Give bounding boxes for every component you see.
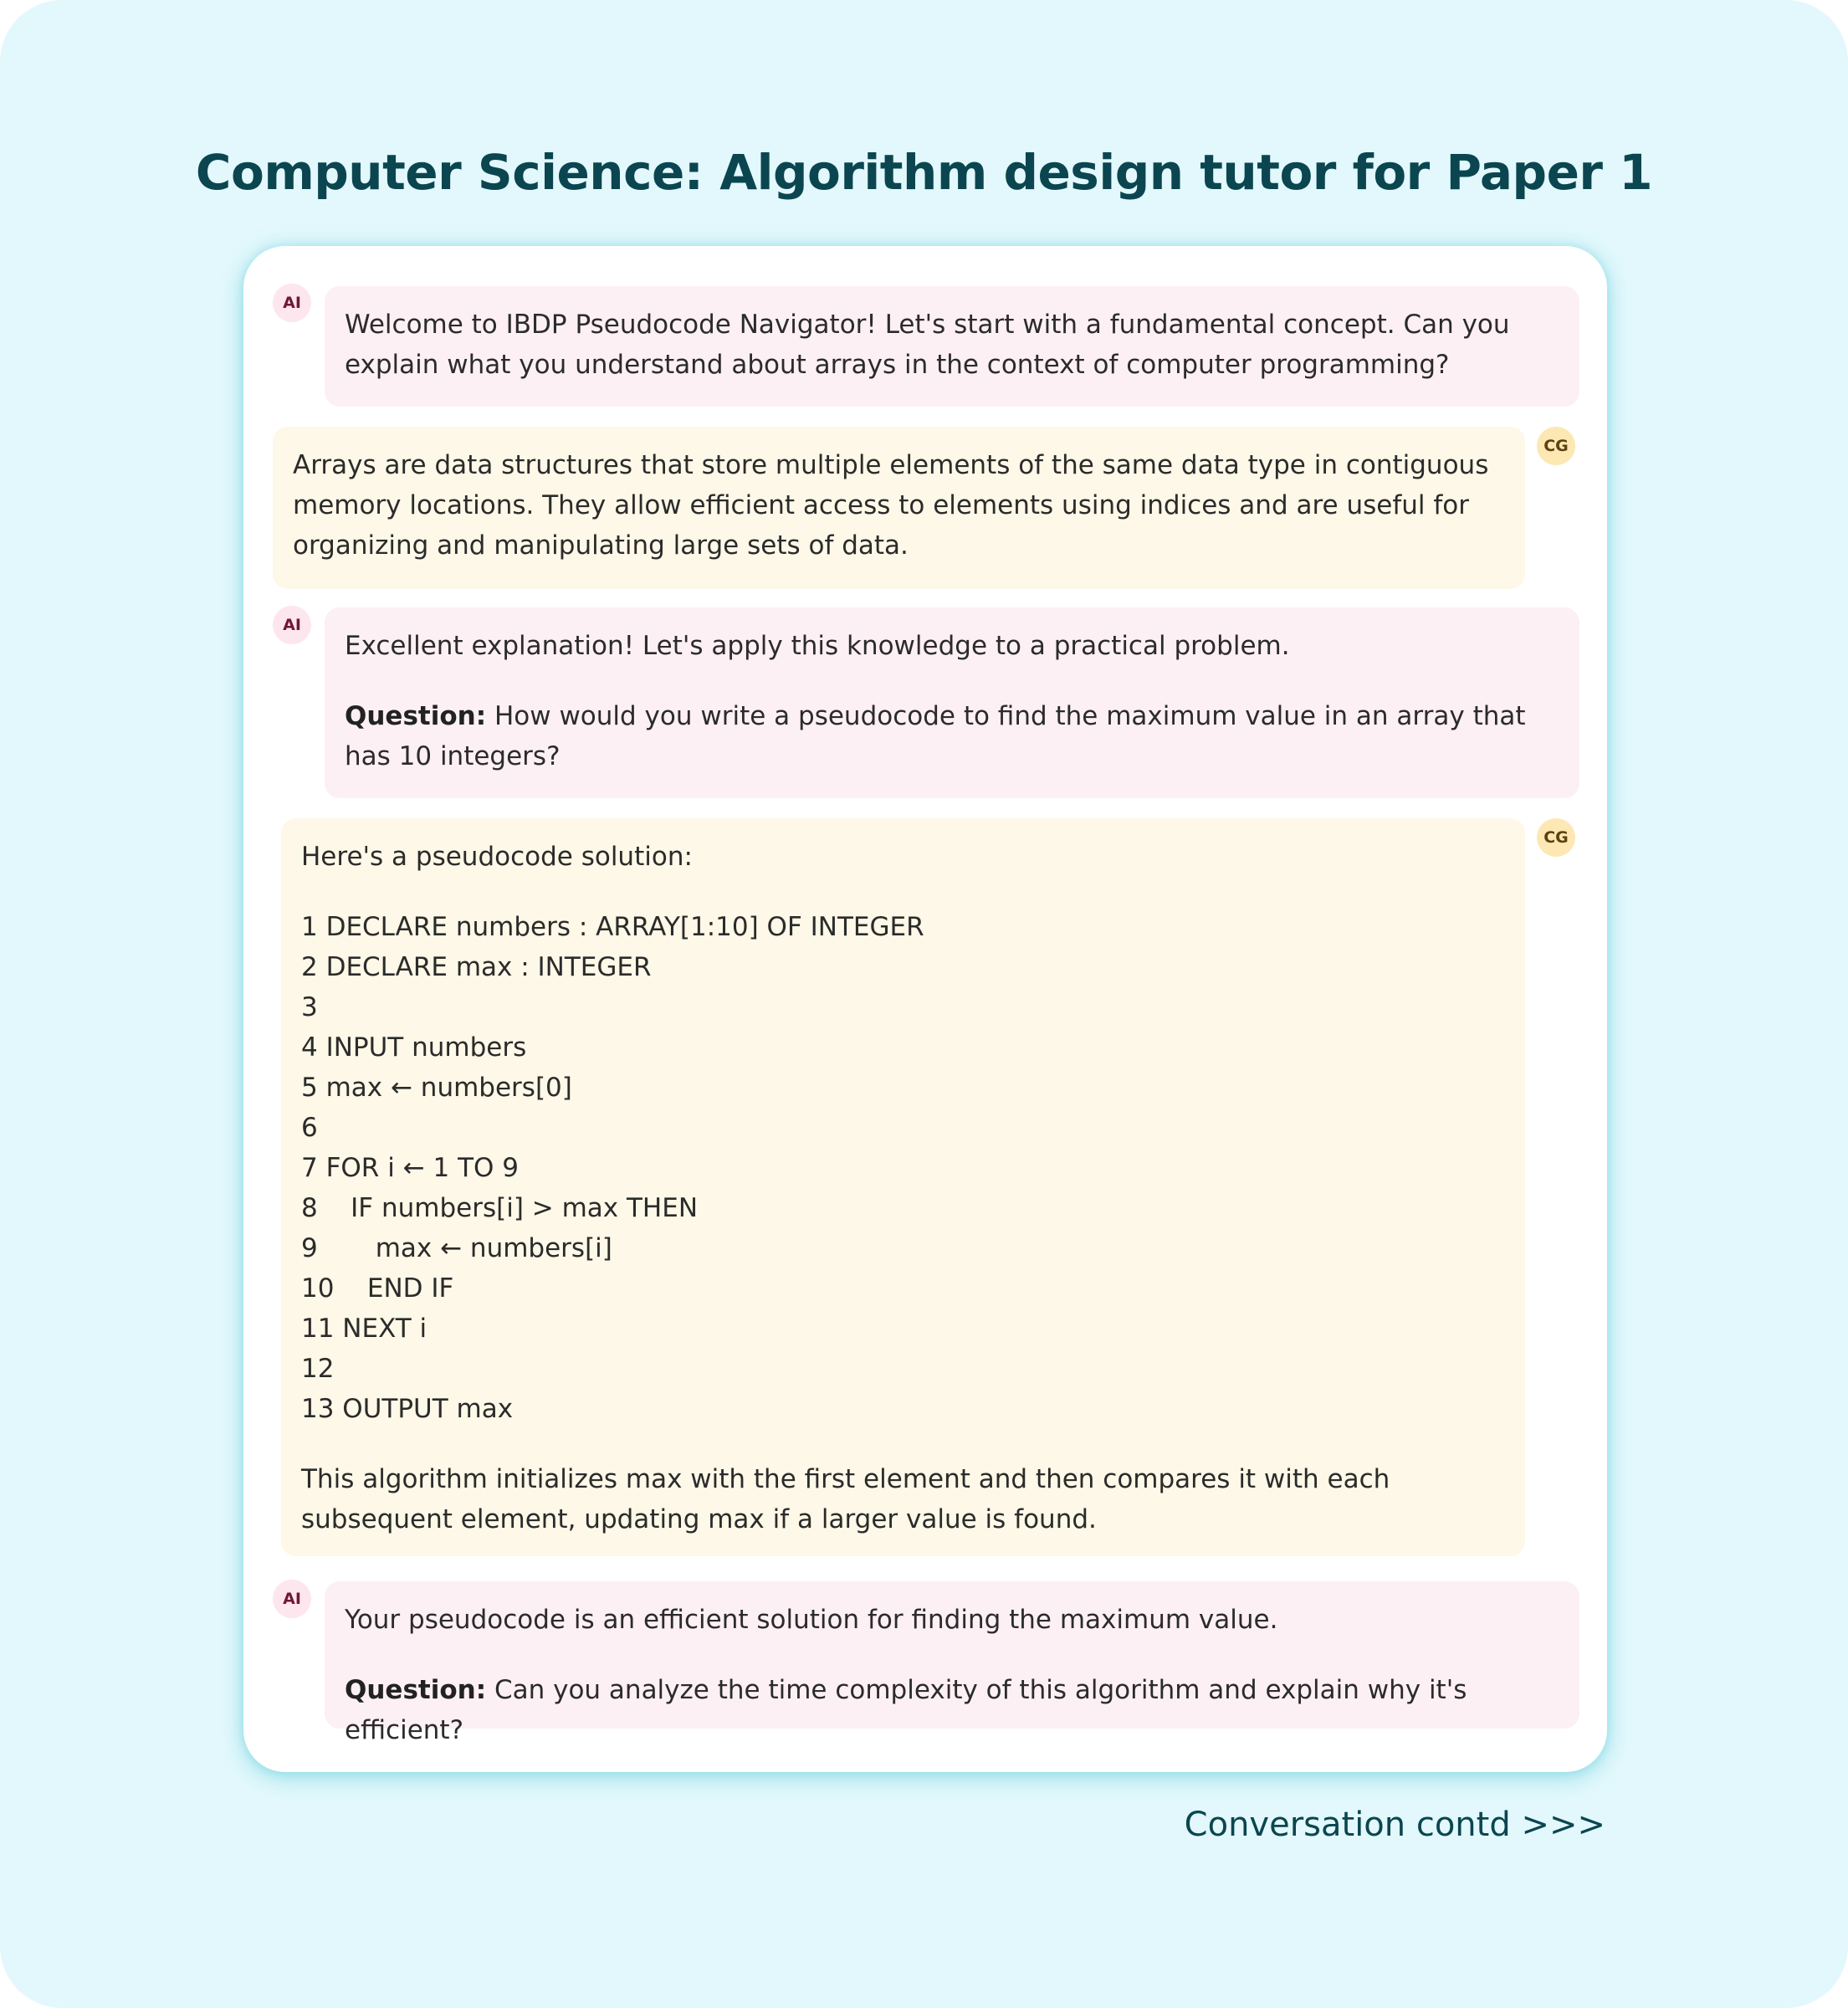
code-line: 13 OUTPUT max [301,1394,514,1424]
message-intro: Here's a pseudocode solution: [301,842,693,872]
question-body: How would you write a pseudocode to find the maximum value in an array that has 10 integers? [345,701,1526,771]
ai-message-1 [325,286,1579,407]
message-text: Your pseudocode is an efficient solution for finding the maximum value. [345,1605,1278,1635]
ai-message-3 [325,1581,1579,1745]
question-label: Question: [345,1675,487,1705]
question-body: Can you analyze the time complexity of this algorithm and explain why it's efficient? [345,1675,1467,1745]
code-line: 8 IF numbers[i] > max THEN [301,1193,699,1223]
conversation-continued-link[interactable]: Conversation contd >>> [1184,1806,1605,1844]
code-line: 5 max ← numbers[0] [301,1073,572,1103]
message-text: Welcome to IBDP Pseudocode Navigator! Let's start with a fundamental concept. Can you explain what you understand about arrays in the context of computer programming? [345,310,1510,380]
page-title: Computer Science: Algorithm design tutor for Paper 1 [195,144,1653,201]
code-line: 3 [301,992,318,1022]
code-line: 9 max ← numbers[i] [301,1233,612,1263]
pseudocode-block [301,907,1505,1429]
question-text [345,696,1559,776]
message-outro: This algorithm initializes max with the first element and then compares it with each subsequent element, updating max if a larger value is found. [301,1464,1390,1534]
code-line: 4 INPUT numbers [301,1032,527,1063]
message-text: Excellent explanation! Let's apply this knowledge to a practical problem. [345,631,1290,661]
code-line: 7 FOR i ← 1 TO 9 [301,1153,519,1183]
code-line: 12 [301,1354,335,1384]
ai-avatar: AI [273,284,311,322]
user-avatar: CG [1537,818,1575,857]
ai-avatar: AI [273,1580,311,1618]
ai-message-2 [325,607,1579,798]
code-line: 10 END IF [301,1273,454,1304]
code-line: 2 DECLARE max : INTEGER [301,952,652,982]
user-avatar: CG [1537,427,1575,465]
chat-card [243,246,1607,1772]
code-line: 11 NEXT i [301,1314,427,1344]
code-line: 6 [301,1113,318,1143]
message-text: Arrays are data structures that store multiple elements of the same data type in contiguous memory locations. They allow efficient access to elements using indices and are useful for organizing and manipulating large sets of data. [293,450,1489,561]
user-message-2 [281,818,1525,1556]
code-line: 1 DECLARE numbers : ARRAY[1:10] OF INTEGER [301,912,924,942]
question-text [345,1670,1559,1750]
ai-avatar: AI [273,606,311,644]
user-message-1 [273,427,1525,589]
question-label: Question: [345,701,487,731]
